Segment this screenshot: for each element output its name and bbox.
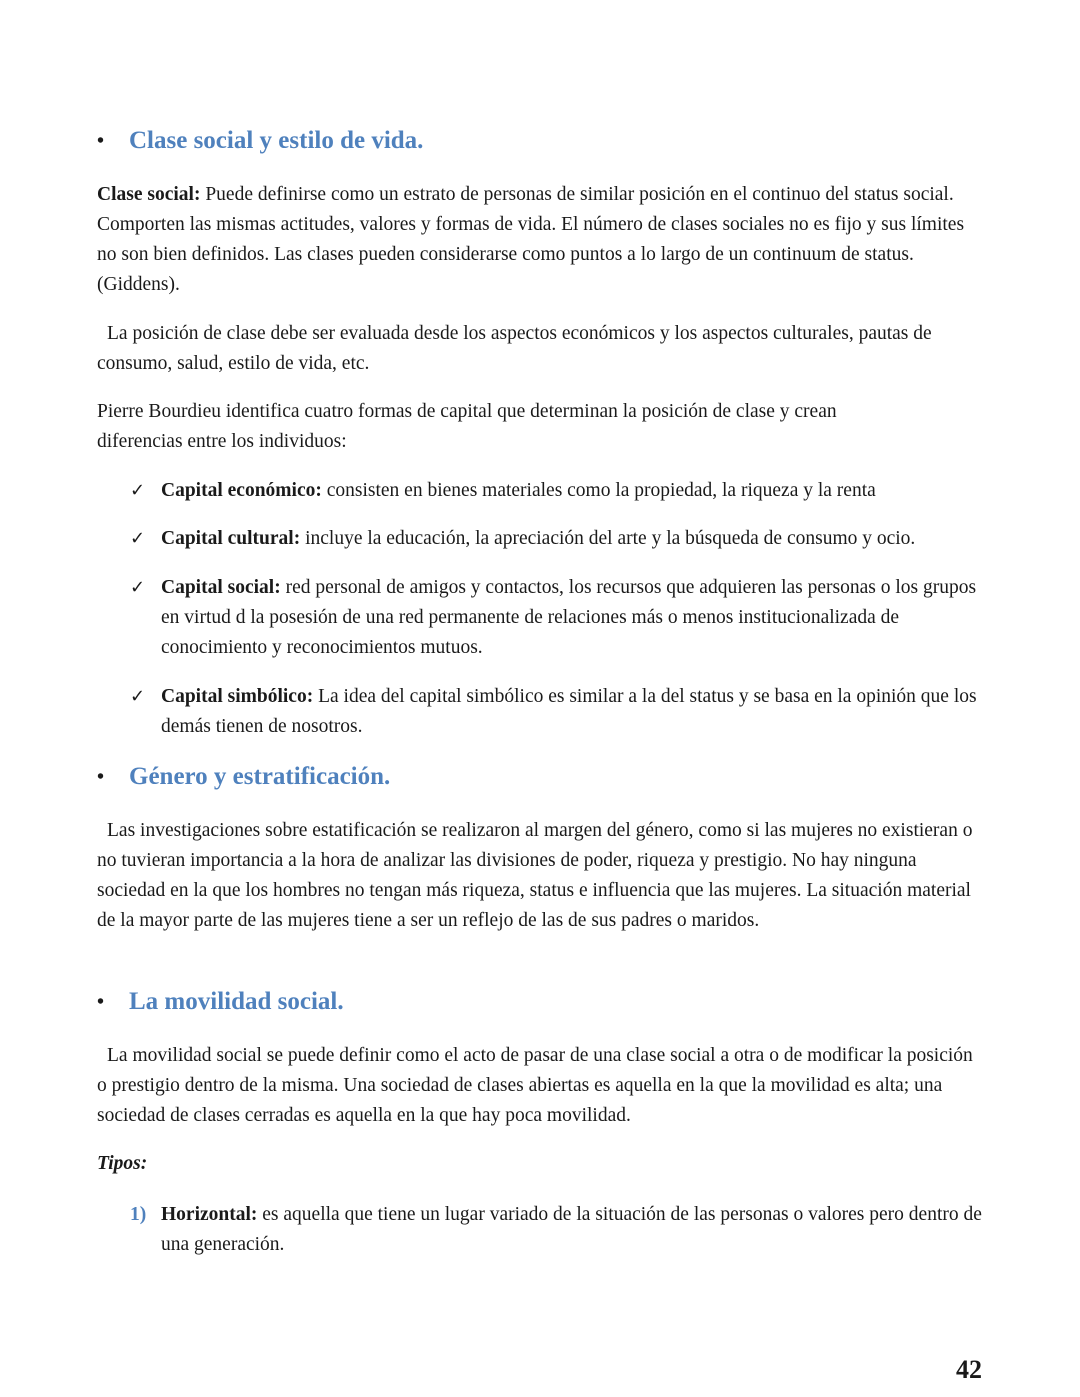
list-item-capital-social: [130, 573, 990, 663]
list-item-capital-simbolico: [130, 682, 990, 742]
section-heading-genero: [97, 763, 390, 791]
bullet-icon: •: [97, 765, 105, 788]
term-label: Capital social:: [161, 577, 281, 598]
paragraph-text: Puede definirse como un estrato de personas de similar posición en el continuo del status social. Comporten las mismas actitudes, valores y formas de vida. El número de clases sociales no es fijo y sus límites no son bien definidos. Las clases pueden considerarse como puntos a lo largo de un continuum de status. (Giddens).: [97, 184, 965, 295]
page-number: 42: [956, 1355, 982, 1384]
bullet-icon: •: [97, 129, 105, 152]
list-item-text: [161, 573, 990, 663]
paragraph-text: La posición de clase debe ser evaluada desde los aspectos económicos y los aspectos culturales, pautas de consumo, salud, estilo de vida, etc.: [97, 323, 932, 374]
term-label: Horizontal:: [161, 1204, 258, 1225]
term-description: es aquella que tiene un lugar variado de la situación de las personas o valores pero dentro de una generación.: [161, 1204, 982, 1255]
term-label: Capital simbólico:: [161, 686, 314, 707]
list-number: 1): [130, 1204, 147, 1225]
term-label: Capital cultural:: [161, 528, 301, 549]
checkmark-icon: ✓: [130, 480, 146, 501]
paragraph-text: Las investigaciones sobre estatificación se realizaron al margen del género, como si las mujeres no existieran o no tuvieran importancia a la hora de analizar las divisiones de poder, riqueza y prestigio. No hay ninguna sociedad en la que los hombres no tengan más riqueza, status e influencia que las mujeres. La situación material de la mayor parte de las mujeres tiene a ser un reflejo de las de sus padres o maridos.: [97, 820, 973, 931]
term-description: incluye la educación, la apreciación del arte y la búsqueda de consumo y ocio.: [300, 528, 916, 549]
term-description: red personal de amigos y contactos, los recursos que adquieren las personas o los grupos en virtud d la posesión de una red permanente de relaciones más o menos institucionalizada de conocimiento y reconocimientos mutuos.: [161, 577, 977, 658]
term-label: Clase social:: [97, 184, 201, 205]
section-heading-text: Clase social y estilo de vida.: [129, 127, 424, 154]
list-item-text: [161, 476, 990, 506]
term-description: consisten en bienes materiales como la propiedad, la riqueza y la renta: [321, 480, 876, 501]
list-item-capital-cultural: [130, 524, 990, 554]
term-description: La idea del capital simbólico es similar a la del status y se basa en la opinión que los demás tienen de nosotros.: [161, 686, 977, 737]
paragraph-movilidad: [97, 1041, 987, 1131]
paragraph-bourdieu: [97, 397, 917, 457]
list-item-text: [161, 524, 990, 554]
tipos-label: Tipos:: [97, 1153, 148, 1174]
section-heading-text: Género y estratificación.: [129, 763, 391, 790]
list-item-horizontal: [130, 1200, 990, 1260]
list-item-text: [161, 1200, 990, 1260]
section-heading-movilidad: [97, 988, 344, 1016]
paragraph-text: Pierre Bourdieu identifica cuatro formas de capital que determinan la posición de clase y crean diferencias entre los individuos:: [97, 401, 837, 452]
paragraph-text: La movilidad social se puede definir como el acto de pasar de una clase social a otra o de modificar la posición o prestigio dentro de la misma. Una sociedad de clases abiertas es aquella en la que la movilidad es alta; una sociedad de clases cerradas es aquella en la que hay poca movilidad.: [97, 1045, 973, 1126]
paragraph-genero: [97, 816, 987, 936]
section-heading-clase-social: [97, 127, 423, 155]
list-item-text: [161, 682, 990, 742]
bullet-icon: •: [97, 990, 105, 1013]
term-label: Capital económico:: [161, 480, 322, 501]
list-item-capital-economico: [130, 476, 990, 506]
checkmark-icon: ✓: [130, 686, 146, 707]
section-heading-text: La movilidad social.: [129, 988, 344, 1015]
paragraph-clase-social: [97, 180, 987, 300]
paragraph-posicion-clase: [97, 319, 987, 379]
checkmark-icon: ✓: [130, 577, 146, 598]
checkmark-icon: ✓: [130, 528, 146, 549]
